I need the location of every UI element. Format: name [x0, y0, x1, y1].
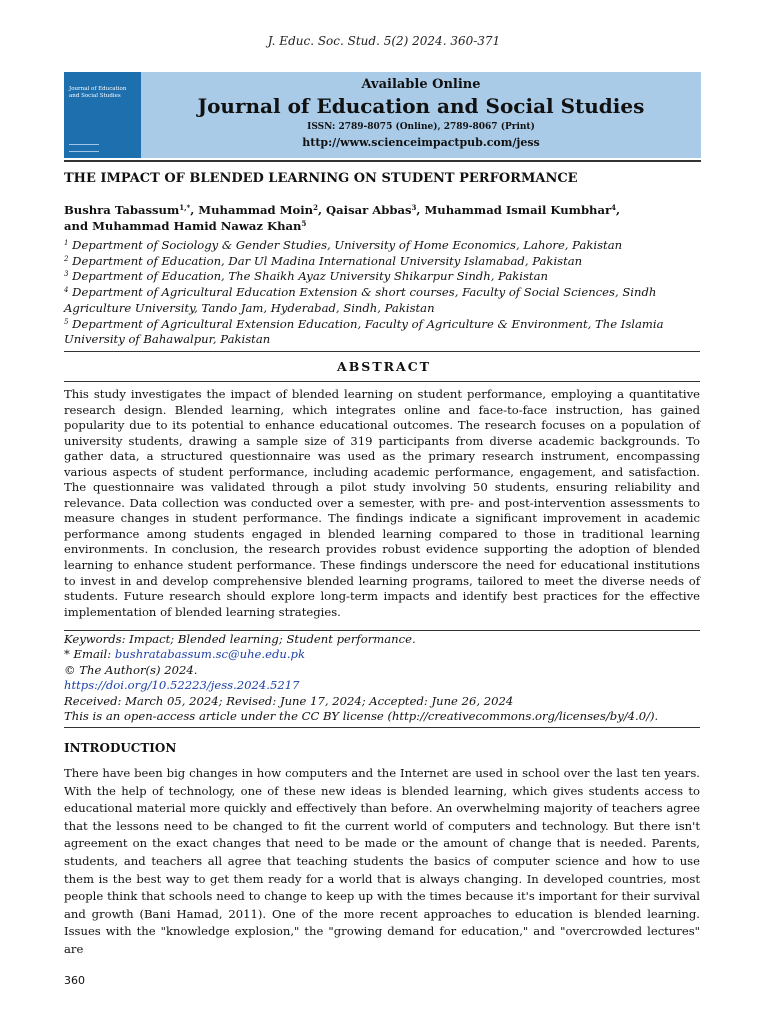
abstract-heading: ABSTRACT — [337, 359, 431, 374]
author-affiliation-mark: 5 — [301, 219, 307, 228]
page-number: 360 — [64, 974, 85, 987]
affiliation-text: Department of Agricultural Extension Education, Faculty of Agriculture & Environment, The Islamia University of Bahawalpur, Pakistan — [64, 316, 664, 347]
author-list: Bushra Tabassum$^{1,*}$, Muhammad Moin$^2$, Qaisar Abbas$^3$, Muhammad Ismail Kumbhar$^4$, and Muhammad Hamid Nawaz Khan$^5$ — [64, 203, 621, 233]
banner-text — [141, 72, 701, 158]
copyright: © The Author(s) 2024. — [64, 662, 198, 677]
affiliation-item — [64, 269, 704, 285]
available-online-label: Available Online — [361, 77, 481, 92]
running-head: J. Educ. Soc. Stud. 5(2) 2024. 360-371 — [267, 34, 501, 48]
divider — [64, 351, 700, 352]
doi-link[interactable]: https://doi.org/10.52223/jess.2024.5217 — [64, 678, 300, 693]
journal-banner — [64, 72, 701, 158]
banner-divider — [64, 160, 701, 162]
author-name: Muhammad Hamid Nawaz Khan — [92, 219, 302, 233]
divider — [64, 727, 700, 728]
author-conjunction: and — [64, 219, 93, 233]
affiliation-item — [64, 238, 704, 254]
author-affiliation-mark: 2 — [313, 203, 318, 212]
affiliation-mark: 2 — [64, 254, 69, 263]
journal-name: Journal of Education and Social Studies — [197, 94, 645, 118]
affiliation-mark: 1 — [64, 239, 69, 247]
cover-decoration — [69, 144, 99, 152]
affiliation-mark: 4 — [64, 286, 69, 295]
divider — [64, 630, 700, 631]
cover-title: Journal of Education and Social Studies — [69, 86, 127, 99]
affiliation-text: Department of Sociology & Gender Studies, University of Home Economics, Lahore, Pakistan — [72, 238, 623, 252]
affiliation-text: Department of Education, Dar Ul Madina International University Islamabad, Pakistan — [72, 253, 583, 268]
author-name: Muhammad Moin — [198, 203, 314, 217]
article-title: THE IMPACT OF BLENDED LEARNING ON STUDENT PERFORMANCE — [64, 171, 578, 186]
author-name: Muhammad Ismail Kumbhar — [424, 203, 612, 217]
author-name: Qaisar Abbas — [326, 203, 412, 217]
affiliation-mark: 3 — [64, 270, 69, 279]
author-affiliation-mark: 1,* — [179, 203, 191, 212]
affiliation-item — [64, 285, 704, 316]
affiliation-text: Department of Education, The Shaikh Ayaz University Shikarpur Sindh, Pakistan — [72, 269, 548, 284]
license-statement: This is an open-access article under the CC BY license (http://creativecommons.org/licenses/by/4.0/). — [64, 709, 659, 724]
abstract-text: This study investigates the impact of blended learning on student performance, employing a quantitative research design. Blended learning, which integrates online and face-to-face instruction, has gained popularity due to its potential to enhance educational outcomes. The research focuses on a population of university students, drawing a sample size of 319 participants from diverse academic backgrounds. To gather data, a structured questionnaire was used as the primary research instrument, encompassing various aspects of student performance, including academic performance, engagement, and satisfaction. The questionnaire was validated through a pilot study involving 50 students, ensuring reliability and relevance. Data collection was conducted over a semester, with pre- and post-intervention assessments to measure changes in student performance. The findings indicate a significant improvement in academic performance among students engaged in blended learning compared to those in traditional learning environments. In conclusion, the research provides robust evidence supporting the adoption of blended learning to enhance student performance. These findings underscore the need for educational institutions to invest in and develop comprehensive blended learning programs, tailored to meet the diverse needs of students. Future research should explore long-term impacts and identify best practices for the effective implementation of blended learning strategies. — [64, 387, 700, 619]
keywords: Keywords: Impact; Blended learning; Student performance. — [64, 632, 416, 646]
journal-url[interactable]: http://www.scienceimpactpub.com/jess — [302, 136, 540, 149]
corresponding-email-line — [64, 647, 704, 662]
introduction-text: There have been big changes in how computers and the Internet are used in school over the last ten years. With the help of technology, one of these new ideas is blended learning, which gives students access to educational material more quickly and effectively than before. An overwhelming majority of teachers agree that the lessons need to be changed to fit the current world of computers and technology. But there isn't agreement on the exact changes that need to be made or the amount of change that is needed. Parents, students, and teachers all agree that teaching students the basics of computer science and how to use them is the best way to get them ready for a world that is always changing. In developed countries, most people think that schools need to change to keep up with the times because it's important for their survival and growth (Bani Hamad, 2011). One of the more recent approaches to education is blended learning. Issues with the "knowledge explosion," the "growing demand for education," and "overcrowded lectures" are — [64, 766, 700, 956]
affiliation-mark: 5 — [64, 317, 69, 326]
affiliation-item — [64, 254, 704, 270]
issn: ISSN: 2789-8075 (Online), 2789-8067 (Print) — [307, 122, 535, 132]
email-link[interactable]: bushratabassum.sc@uhe.edu.pk — [114, 647, 305, 662]
author-name: Bushra Tabassum — [64, 203, 180, 217]
introduction-heading: INTRODUCTION — [64, 741, 177, 755]
article-metadata — [64, 632, 704, 724]
affiliation-list — [64, 238, 704, 348]
journal-cover-thumbnail — [64, 72, 141, 158]
article-dates: Received: March 05, 2024; Revised: June 17, 2024; Accepted: June 26, 2024 — [64, 693, 514, 708]
divider — [64, 381, 700, 382]
affiliation-text: Department of Agricultural Education Extension & short courses, Faculty of Social Sciences, Sindh Agriculture University, Tando Jam, Hyderabad, Sindh, Pakistan — [64, 285, 657, 315]
author-affiliation-mark: 3 — [411, 203, 417, 212]
author-affiliation-mark: 4 — [611, 203, 616, 212]
affiliation-item — [64, 317, 704, 348]
email-label: * Email: — [64, 647, 115, 662]
